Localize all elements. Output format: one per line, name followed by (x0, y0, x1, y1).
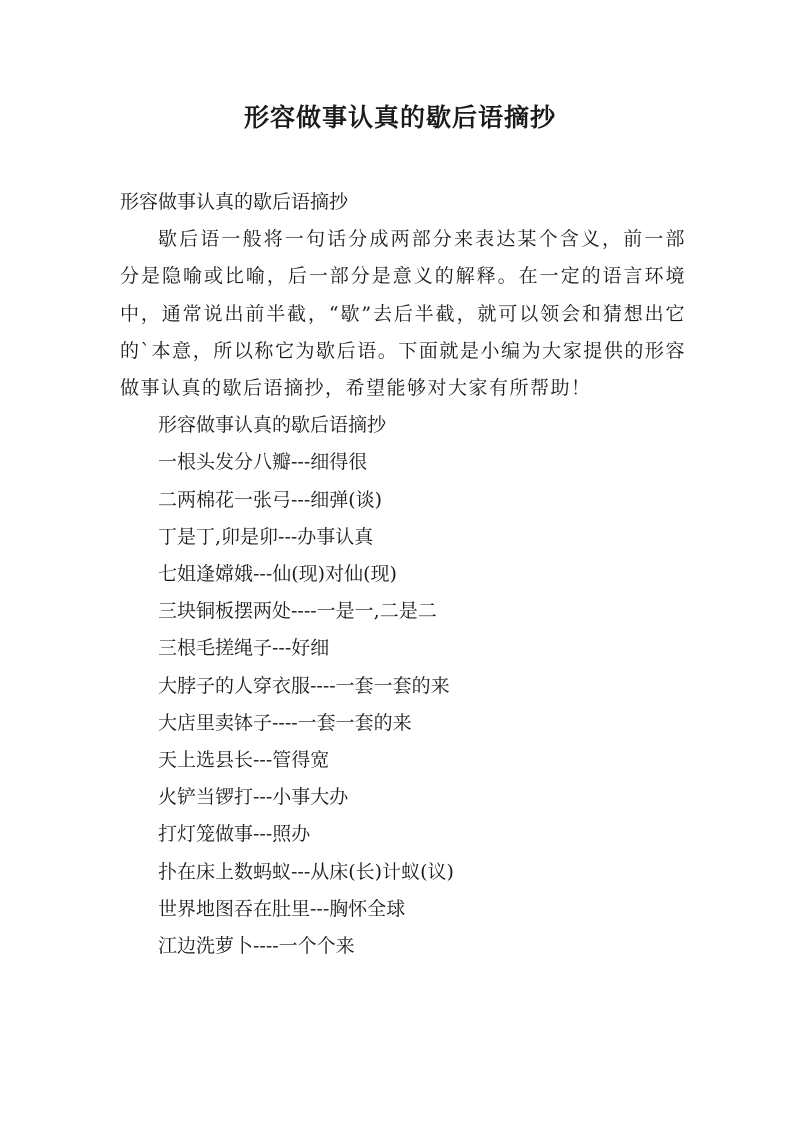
saying-item: 一根头发分八瓣---细得很 (158, 451, 368, 474)
section-heading: 形容做事认真的歇后语摘抄 (158, 414, 387, 437)
sayings-list (120, 444, 686, 965)
saying-item: 三根毛搓绳子---好细 (158, 637, 330, 660)
saying-item: 江边洗萝卜----一个个来 (158, 935, 355, 958)
subheading: 形容做事认真的歇后语摘抄 (120, 191, 349, 213)
saying-item: 丁是丁,卯是卯---办事认真 (158, 525, 374, 548)
saying-item: 世界地图吞在肚里---胸怀全球 (158, 897, 406, 920)
document-body (120, 184, 686, 965)
saying-item: 天上选县长---管得宽 (158, 749, 330, 772)
saying-item: 三块铜板摆两处----一是一,二是二 (158, 600, 437, 623)
saying-item: 大脖子的人穿衣服----一套一套的来 (158, 674, 450, 697)
intro-paragraph: 歇后语一般将一句话分成两部分来表达某个含义，前一部分是隐喻或比喻，后一部分是意义的解释。在一定的语言环境中，通常说出前半截，“歇”去后半截，就可以领会和猜想出它的`本意，所以称它为歇后语。下面就是小编为大家提供的形容做事认真的歇后语摘抄，希望能够对大家有所帮助！ (120, 228, 686, 400)
saying-item: 七姐逢嫦娥---仙(现)对仙(现) (158, 563, 397, 586)
saying-item: 火铲当锣打---小事大办 (158, 786, 349, 809)
saying-item: 二两棉花一张弓---细弹(谈) (158, 488, 383, 511)
saying-item: 扑在床上数蚂蚁---从床(长)计蚁(议) (158, 860, 454, 883)
saying-item: 打灯笼做事---照办 (158, 823, 311, 846)
document-title: 形容做事认真的歇后语摘抄 (243, 103, 556, 132)
saying-item: 大店里卖钵子----一套一套的来 (158, 711, 412, 734)
